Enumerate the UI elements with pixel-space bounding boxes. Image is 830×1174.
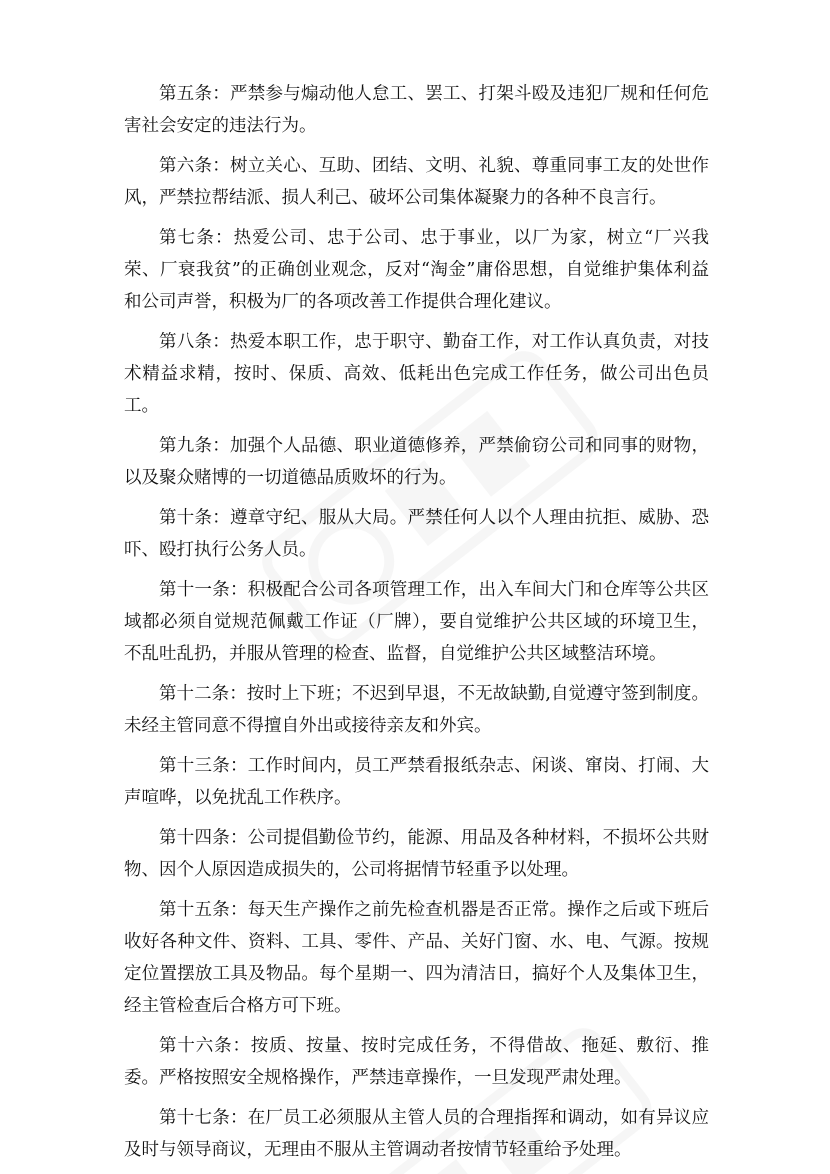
article-9: 第九条：加强个人品德、职业道德修养，严禁偷窃公司和同事的财物，以及聚众赌博的一切道德品质败坏的行为。 <box>124 436 709 488</box>
article-12: 第十二条：按时上下班；不迟到早退，不无故缺勤,自觉遵守签到制度。未经主管同意不得擅自外出或接待亲友和外宾。 <box>124 684 709 736</box>
article-11: 第十一条：积极配合公司各项管理工作，出入车间大门和仓库等公共区域都必须自觉规范佩戴工作证（厂牌），要自觉维护公共区域的环境卫生，不乱吐乱扔，并服从管理的检查、监督，自觉维护公共区域整洁环境。 <box>124 580 709 664</box>
article-16: 第十六条：按质、按量、按时完成任务，不得借故、拖延、敷衍、推委。严格按照安全规格操作，严禁违章操作，一旦发现严肃处理。 <box>124 1036 709 1088</box>
article-8: 第八条：热爱本职工作，忠于职守、勤奋工作，对工作认真负责，对技术精益求精，按时、保质、高效、低耗出色完成工作任务，做公司出色员工。 <box>124 332 709 416</box>
article-15: 第十五条：每天生产操作之前先检查机器是否正常。操作之后或下班后收好各种文件、资料、工具、零件、产品、关好门窗、水、电、气源。按规定位置摆放工具及物品。每个星期一、四为清洁日，搞好个人及集体卫生，经主管检查后合格方可下班。 <box>124 900 709 1016</box>
article-5: 第五条：严禁参与煽动他人怠工、罢工、打架斗殴及违犯厂规和任何危害社会安定的违法行为。 <box>124 84 709 136</box>
article-13: 第十三条：工作时间内，员工严禁看报纸杂志、闲谈、窜岗、打闹、大声喧哗，以免扰乱工作秩序。 <box>124 756 709 808</box>
document-body <box>124 78 709 1174</box>
article-17: 第十七条：在厂员工必须服从主管人员的合理指挥和调动，如有异议应及时与领导商议，无理由不服从主管调动者按情节轻重给予处理。 <box>124 1108 709 1160</box>
article-6: 第六条：树立关心、互助、团结、文明、礼貌、尊重同事工友的处世作风，严禁拉帮结派、损人利己、破坏公司集体凝聚力的各种不良言行。 <box>124 156 709 208</box>
article-14: 第十四条：公司提倡勤俭节约，能源、用品及各种材料，不损坏公共财物、因个人原因造成损失的，公司将据情节轻重予以处理。 <box>124 828 709 880</box>
article-7: 第七条：热爱公司、忠于公司、忠于事业，以厂为家，树立“厂兴我荣、厂衰我贫”的正确创业观念，反对“淘金”庸俗思想，自觉维护集体利益和公司声誉，积极为厂的各项改善工作提供合理化建议。 <box>124 228 709 312</box>
article-10: 第十条：遵章守纪、服从大局。严禁任何人以个人理由抗拒、威胁、恐吓、殴打执行公务人员。 <box>124 508 709 560</box>
